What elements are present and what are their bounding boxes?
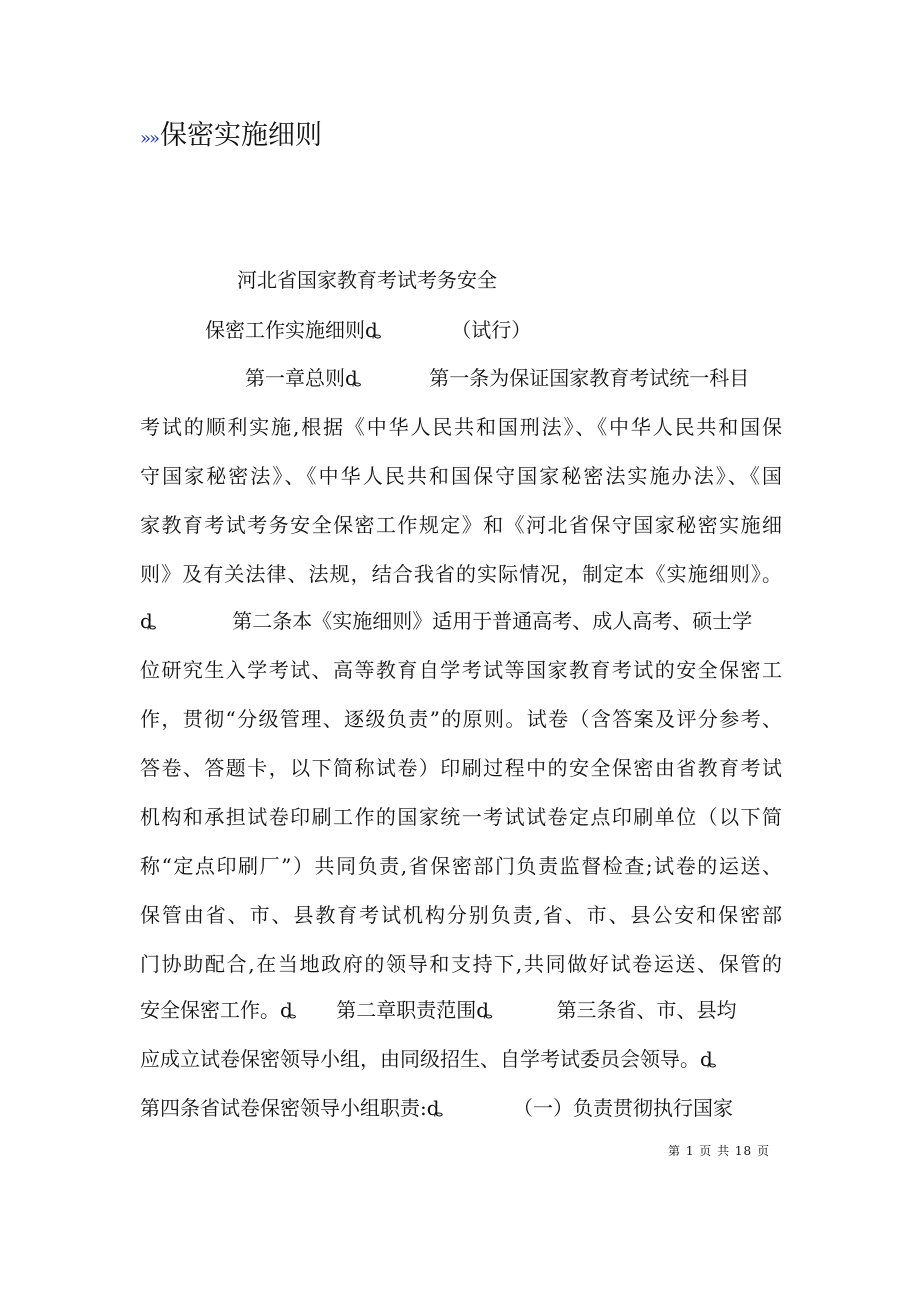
page-footer: 第 1 页 共 18 页 [668,1144,770,1158]
article-4-line: 第四条省试卷保密领导小组职责:ȡ （一）负责贯彻执行国家 [140,1096,734,1120]
body-line: 则》及有关法律、法规，结合我省的实际情况，制定本《实施细则》。 [140,562,782,586]
body-line: 家教育考试考务安全保密工作规定》和《河北省保守国家秘密实施细 [140,513,782,537]
body-line: 应成立试卷保密领导小组，由同级招生、自学考试委员会领导。ȡ [140,1047,717,1071]
subtitle-line-1: 河北省国家教育考试考务安全 [237,268,497,292]
title-marker: »» [140,128,159,149]
body-line: 作，贯彻“分级管理、逐级负责”的原则。试卷（含答案及评分参考、 [140,707,782,731]
paragraph-mark: ȡ [345,366,362,390]
body-line: 守国家秘密法》、《中华人民共和国保守国家秘密法实施办法》、《国 [140,464,782,488]
title-text: 保密实施细则 [160,120,323,151]
body-line: 称“定点印刷厂”）共同负责,省保密部门负责监督检查;试卷的运送、 [140,854,782,878]
body-line: 门协助配合,在当地政府的领导和支持下,共同做好试卷运送、保管的 [140,952,782,976]
body-line: 答卷、答题卡，以下简称试卷）印刷过程中的安全保密由省教育考试 [140,756,782,780]
paragraph-mark: ȡ [426,1096,444,1120]
chapter-2-line: 安全保密工作。ȡ 第二章职责范围ȡ 第三条省、市、县均 [140,998,737,1022]
body-line: 保管由省、市、县教育考试机构分别负责,省、市、县公安和保密部 [140,903,782,927]
paragraph-mark: ȡ [700,1047,717,1071]
article-2-line: ȡ 第二条本《实施细则》适用于普通高考、成人高考、硕士学 [140,609,753,633]
paragraph-mark: ȡ [280,998,297,1022]
body-line: 考试的顺利实施,根据《中华人民共和国刑法》、《中华人民共和国保 [140,415,782,439]
subtitle-line-2: 保密工作实施细则ȡ （试行） [205,318,532,342]
chapter-1-line: 第一章总则ȡ 第一条为保证国家教育考试统一科目 [245,366,750,390]
paragraph-mark: ȡ [140,609,157,633]
document-title [140,116,322,159]
paragraph-mark: ȡ [476,998,493,1022]
body-line: 机构和承担试卷印刷工作的国家统一考试试卷定点印刷单位（以下简 [140,805,782,829]
body-line: 位研究生入学考试、高等教育自学考试等国家教育考试的安全保密工 [140,658,782,682]
paragraph-mark: ȡ [365,318,382,342]
